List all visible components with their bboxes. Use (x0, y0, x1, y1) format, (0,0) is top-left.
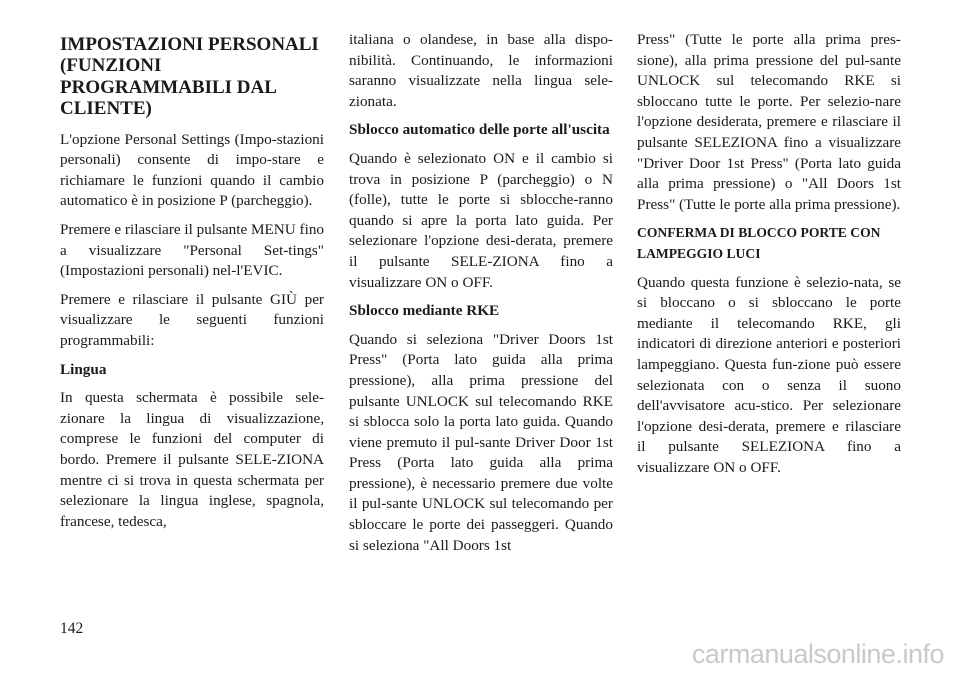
heading-sblocco-rke: Sblocco mediante RKE (349, 302, 500, 320)
paragraph-rke-cont: Press" (Tutte le porte alla prima pres-sione), alla prima pressione del pul-sante UNLOCK sul telecomando RKE si sbloccano tutte le porte. Per selezio-nare l'opzione desiderata, premere e rilasciare il pulsante SELEZIONA fino a visualizzare "Driver Door 1st Press" (Porta lato guida alla prima pressione) o "All Doors 1st Press" (Tutte le porte alla prima pressione). (637, 31, 901, 213)
column-left (60, 30, 324, 540)
paragraph-menu: Premere e rilasciare il pulsante MENU fino a visualizzare "Personal Set-tings" (Impostazioni personali) nel-l'EVIC. (60, 221, 325, 280)
watermark: carmanualsonline.info (691, 639, 944, 669)
paragraph-conferma-blocco: Quando questa funzione è selezio-nata, se si bloccano o si sbloccano le porte mediante il telecomando RKE, gli indicatori di direzione anteriori e posteriori lampeggiano. Questa fun-zione può essere selezionata con o senza il suono dell'avvisatore acu-stico. Per selezionare l'opzione desi-derata, premere e rilasciare il pulsante SELEZIONA fino a visualizzare ON o OFF. (637, 273, 901, 476)
paragraph-intro: L'opzione Personal Settings (Impo-stazioni personali) consente di impo-stare e richiamare le funzioni quando il cambio automatico è in posizione P (parcheggio). (60, 130, 324, 210)
section-title: IMPOSTAZIONI PERSONALI (FUNZIONI PROGRAMMABILI DAL CLIENTE) (60, 34, 319, 120)
heading-lingua: Lingua (60, 360, 107, 378)
paragraph-sblocco-rke: Quando si seleziona "Driver Doors 1st Press" (Porta lato guida alla prima pressione), alla prima pressione del pulsante UNLOCK sul telecomando RKE si sblocca solo la porta lato guida. Quando viene premuto il pul-sante Driver Door 1st Press (Porta lato guida alla prima pressione), è necessario premere due volte il pul-sante UNLOCK sul telecomando per sbloccare le porte dei passeggeri. Quando si seleziona "All Doors 1st (349, 330, 613, 554)
paragraph-lingua-cont: italiana o olandese, in base alla dispo-nibilità. Continuando, le informazioni saranno visualizzate nella lingua sele-zionata. (349, 31, 613, 110)
heading-sblocco-automatico: Sblocco automatico delle porte all'uscita (349, 121, 610, 139)
paragraph-down: Premere e rilasciare il pulsante GIÙ per visualizzare le seguenti funzioni programmabili: (60, 290, 324, 349)
paragraph-lingua: In questa schermata è possibile sele-zionare la lingua di visualizzazione, comprese le funzioni del computer di bordo. Premere il pulsante SELE-ZIONA mentre ci si trova in questa schermata per selezionare la lingua inglese, spagnola, francese, tedesca, (60, 389, 324, 530)
paragraph-sblocco-automatico: Quando è selezionato ON e il cambio si trova in posizione P (parcheggio) o N (folle), tutte le porte si sblocche-ranno quando si apre la porta lato guida. Per selezionare l'opzione desi-derata, premere il pulsante SELE-ZIONA fino a visualizzare ON o OFF. (349, 149, 613, 291)
page-number: 142 (60, 620, 84, 637)
column-middle (349, 30, 613, 564)
column-right (637, 30, 901, 486)
heading-conferma-blocco: CONFERMA DI BLOCCO PORTE CON LAMPEGGIO LUCI (637, 225, 881, 261)
